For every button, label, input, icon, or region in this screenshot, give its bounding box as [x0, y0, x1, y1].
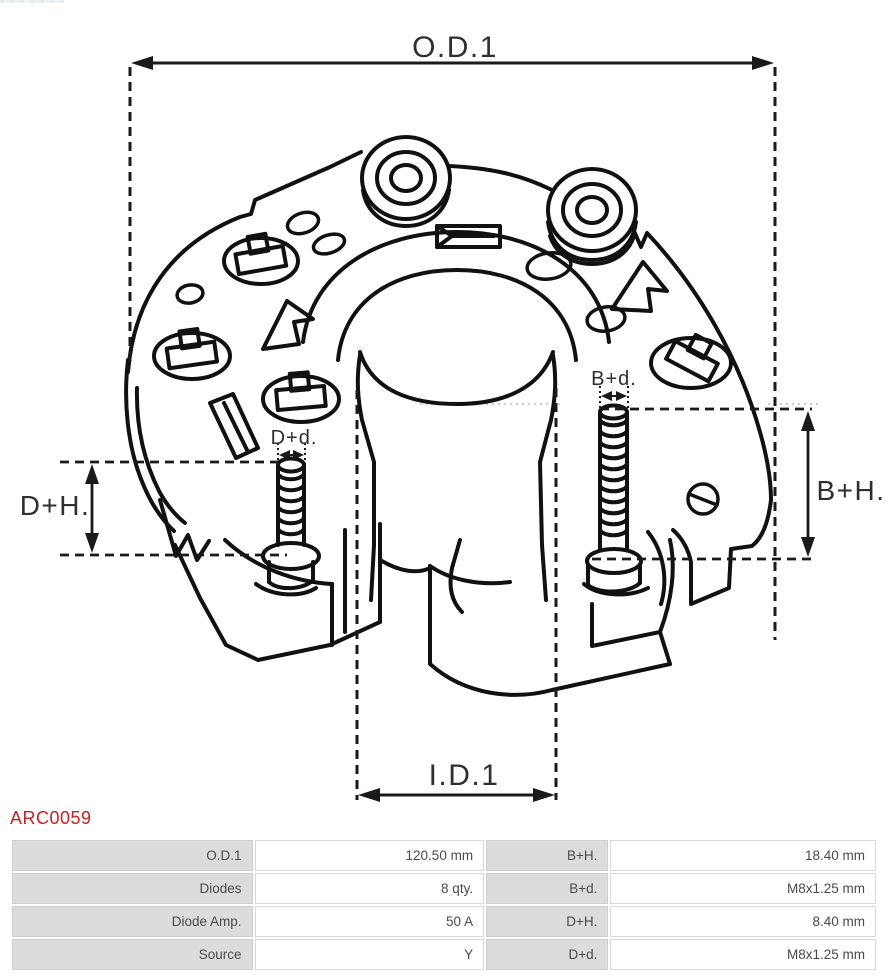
spec-label: O.D.1 — [12, 840, 253, 871]
diode-pad — [224, 231, 298, 284]
spec-label: D+d. — [486, 939, 608, 970]
arrow-mark — [612, 262, 667, 311]
arrowhead — [85, 533, 99, 553]
arrowhead — [752, 56, 774, 70]
arrowhead — [801, 411, 815, 431]
specs-table — [10, 838, 878, 972]
right-stud — [587, 406, 641, 592]
arrowhead — [533, 788, 555, 802]
arrowhead — [801, 537, 815, 557]
spec-label: Source — [12, 939, 253, 970]
part-code-heading: ARC0059 — [10, 808, 92, 828]
plate-top-edge — [449, 166, 552, 190]
left-boss — [362, 137, 450, 226]
dim-label-id1: I.D.1 — [428, 759, 500, 792]
spec-row — [12, 906, 876, 937]
arrowhead — [85, 464, 99, 484]
spec-value: 8 qty. — [255, 873, 485, 904]
dim-id1 — [357, 388, 556, 800]
arrowhead — [131, 56, 153, 70]
dim-label-bh: B+H. — [816, 475, 886, 506]
spec-label: Diode Amp. — [12, 906, 253, 937]
spec-row — [12, 840, 876, 871]
hatched-bar — [210, 394, 258, 458]
right-boss — [548, 169, 636, 264]
plate-left-flap — [160, 500, 209, 560]
dim-label-dd: D+d. — [270, 427, 318, 449]
spec-value: M8x1.25 mm — [610, 873, 876, 904]
arrowhead — [358, 788, 380, 802]
spec-value: 18.40 mm — [610, 840, 876, 871]
dim-label-od1: O.D.1 — [412, 31, 498, 64]
spec-value: 8.40 mm — [610, 906, 876, 937]
spec-value: Y — [255, 939, 485, 970]
dim-label-bd: B+d. — [591, 368, 637, 390]
arrowhead — [616, 391, 627, 401]
diode-pad — [263, 371, 339, 422]
spec-label: B+H. — [486, 840, 608, 871]
dim-od1 — [130, 63, 775, 640]
spec-row — [12, 873, 876, 904]
rectifier-body — [126, 137, 771, 695]
diode-pad — [651, 328, 731, 388]
specs-table-body — [12, 840, 876, 970]
spec-value: M8x1.25 mm — [610, 939, 876, 970]
diode-pad — [154, 327, 230, 379]
connector-slot — [437, 226, 500, 247]
dim-label-dh: D+H. — [19, 490, 91, 521]
spec-value: 50 A — [255, 906, 485, 937]
spec-label: D+H. — [486, 906, 608, 937]
spec-row — [12, 939, 876, 970]
plate-right-arc — [634, 231, 771, 500]
spec-label: B+d. — [486, 873, 608, 904]
spec-label: Diodes — [12, 873, 253, 904]
plate-right-steps — [673, 500, 771, 604]
central-collar — [303, 232, 609, 600]
arrowhead — [601, 391, 612, 401]
spec-value: 120.50 mm — [255, 840, 485, 871]
